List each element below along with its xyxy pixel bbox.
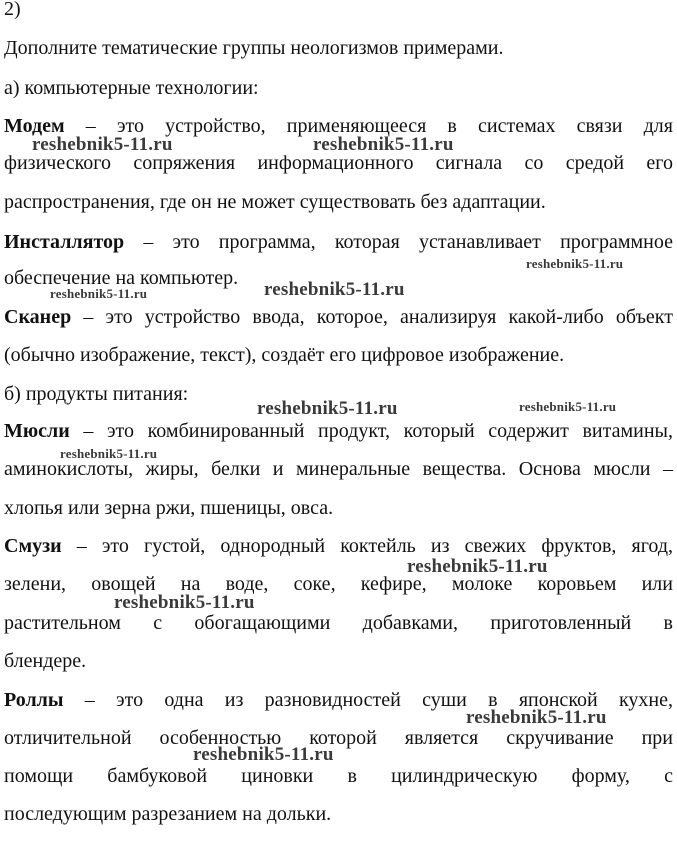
task-number: 2) [4, 0, 21, 20]
watermark: reshebnik5-11.ru [466, 707, 607, 728]
muesli-line-2: аминокислоты, жиры, белки и минеральные вещества. Основа мюсли – [4, 458, 673, 480]
rolls-text-1: – это одна из разновидностей суши в японской кухне, [63, 689, 673, 711]
installer-line-1 [4, 229, 673, 255]
installer-text-1: – это программа, которая устанавливает программное [124, 231, 673, 253]
section-a-heading: а) компьютерные технологии: [4, 77, 259, 99]
muesli-text-1: – это комбинированный продукт, который содержит витамины, [69, 420, 673, 442]
smoothie-line-4: блендере. [4, 650, 87, 672]
watermark: reshebnik5-11.ru [313, 134, 454, 155]
term-rolls: Роллы [4, 689, 64, 711]
smoothie-line-2: зелени, овощей на воде, соке, кефире, молоке коровьем или [4, 573, 673, 595]
modem-line-2: физического сопряжения информационного сигнала со средой его [4, 152, 673, 174]
scanner-line-1 [4, 304, 673, 330]
muesli-line-1 [4, 418, 673, 444]
watermark: reshebnik5-11.ru [32, 134, 173, 155]
rolls-line-2: отличительной особенностью которой является скручивание при [4, 727, 673, 749]
term-muesli: Мюсли [4, 420, 70, 442]
watermark: reshebnik5-11.ru [257, 398, 398, 419]
section-b-heading: б) продукты питания: [4, 383, 189, 405]
smoothie-line-1 [4, 533, 673, 559]
term-installer: Инсталлятор [4, 231, 125, 253]
watermark: reshebnik5-11.ru [519, 399, 617, 414]
watermark: reshebnik5-11.ru [114, 592, 255, 613]
term-modem: Модем [4, 115, 65, 137]
term-scanner: Сканер [4, 306, 72, 328]
modem-text-1: – это устройство, применяющееся в системах связи для [64, 115, 673, 137]
scanner-text-1: – это устройство ввода, которое, анализируя какой-либо объект [71, 306, 673, 328]
muesli-line-3: хлопья или зерна ржи, пшеницы, овса. [4, 497, 334, 519]
smoothie-text-1: – это густой, однородный коктейль из свежих фруктов, ягод, [61, 535, 673, 557]
watermark: reshebnik5-11.ru [193, 744, 334, 765]
rolls-line-3: помощи бамбуковой циновки в цилиндрическую форму, с [4, 765, 673, 787]
modem-line-3: распространения, где он не может существовать без адаптации. [4, 191, 546, 213]
rolls-line-4: последующим разрезанием на дольки. [4, 803, 332, 825]
smoothie-line-3: растительном с обогащающими добавками, приготовленный в [4, 612, 673, 634]
watermark: reshebnik5-11.ru [264, 279, 405, 300]
watermark: reshebnik5-11.ru [407, 556, 548, 577]
watermark: reshebnik5-11.ru [526, 256, 624, 271]
watermark: reshebnik5-11.ru [60, 446, 158, 461]
watermark: reshebnik5-11.ru [50, 286, 148, 301]
scanner-line-2: (обычно изображение, текст), создаёт его цифровое изображение. [4, 344, 565, 366]
term-smoothie: Смузи [4, 535, 62, 557]
task-instruction: Дополните тематические группы неологизмов примерами. [4, 37, 504, 59]
installer-line-2: обеспечение на компьютер. [4, 267, 239, 289]
